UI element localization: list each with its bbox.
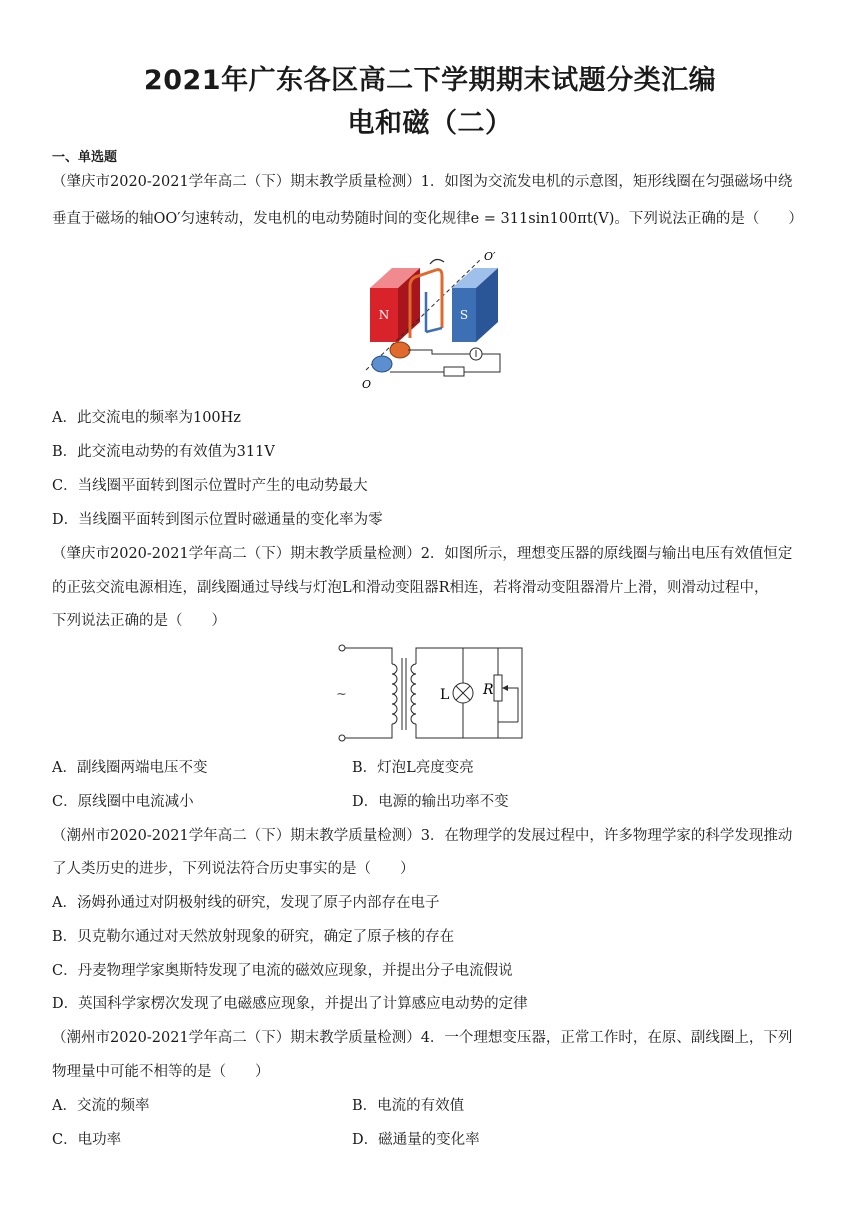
section-heading: 一、单选题 bbox=[52, 150, 118, 165]
question-3-option-c: C．丹麦物理学家奥斯特发现了电流的磁效应现象，并提出分子电流假说 bbox=[52, 963, 513, 979]
question-4-option-d: D．磁通量的变化率 bbox=[352, 1132, 480, 1148]
question-4-option-a: A．交流的频率 bbox=[52, 1098, 150, 1114]
south-label: S bbox=[459, 308, 469, 322]
question-4-option-b: B．电流的有效值 bbox=[352, 1098, 465, 1114]
question-3-stem-line-2: 了人类历史的进步，下列说法符合历史事实的是（ ） bbox=[52, 861, 415, 877]
circuit-wire-top bbox=[408, 350, 470, 354]
slider-arrow-icon bbox=[502, 685, 508, 691]
question-2-option-a: A．副线圈两端电压不变 bbox=[52, 760, 208, 776]
axis-bottom-label: O bbox=[362, 378, 372, 391]
question-1-option-a: A．此交流电的频率为100Hz bbox=[52, 410, 241, 426]
terminal-bottom bbox=[339, 735, 345, 741]
question-2-stem-line-2: 的正弦交流电源相连，副线圈通过导线与灯泡L和滑动变阻器R相连，若将滑动变阻器滑片上滑，则滑动过程中， bbox=[52, 580, 769, 596]
question-3-stem-line-1: （潮州市2020-2021学年高二（下）期末教学质量检测）3．在物理学的发展过程中，许多物理学家的科学发现推动 bbox=[52, 828, 793, 844]
question-4-stem-line-1: （潮州市2020-2021学年高二（下）期末教学质量检测）4．一个理想变压器，正常工作时，在原、副线圈上，下列 bbox=[52, 1030, 793, 1046]
lamp-label: L bbox=[440, 687, 450, 703]
question-1-option-d: D．当线圈平面转到图示位置时磁通量的变化率为零 bbox=[52, 512, 383, 528]
secondary-coil bbox=[411, 664, 416, 724]
coil-back-side bbox=[426, 292, 442, 332]
ac-source-label: ~ bbox=[336, 687, 347, 702]
slip-ring-1 bbox=[390, 342, 410, 358]
question-1-stem-line-2: 垂直于磁场的轴OO′匀速转动，发电机的电动势随时间的变化规律e = 311sin100πt(V)。下列说法正确的是（ ） bbox=[52, 211, 803, 227]
question-2-stem-line-3: 下列说法正确的是（ ） bbox=[52, 613, 226, 629]
question-3-option-a: A．汤姆孙通过对阴极射线的研究，发现了原子内部存在电子 bbox=[52, 895, 440, 911]
circuit-wire-right bbox=[464, 354, 500, 372]
question-3-option-d: D．英国科学家楞次发现了电磁感应现象，并提出了计算感应电动势的定律 bbox=[52, 996, 528, 1012]
rheostat-icon bbox=[494, 675, 502, 701]
transformer-circuit-diagram bbox=[332, 642, 532, 746]
question-1-stem-line-1: （肇庆市2020-2021学年高二（下）期末教学质量检测）1．如图为交流发电机的示意图，矩形线圈在匀强磁场中绕 bbox=[52, 174, 793, 190]
question-2-option-b: B．灯泡L亮度变亮 bbox=[352, 760, 474, 776]
terminal-top bbox=[339, 645, 345, 651]
resistor-label: R bbox=[483, 682, 494, 698]
question-1-option-b: B．此交流电动势的有效值为311V bbox=[52, 444, 275, 460]
document-subtitle: 电和磁（二） bbox=[347, 108, 513, 139]
document-title: 2021年广东各区高二下学期期末试题分类汇编 bbox=[143, 65, 717, 96]
generator-diagram bbox=[352, 246, 512, 396]
question-2-stem-line-1: （肇庆市2020-2021学年高二（下）期末教学质量检测）2．如图所示，理想变压器的原线圈与输出电压有效值恒定 bbox=[52, 546, 793, 562]
primary-wire-bottom bbox=[345, 724, 392, 738]
primary-wire-top bbox=[345, 648, 392, 664]
question-2-option-c: C．原线圈中电流减小 bbox=[52, 794, 194, 810]
question-4-stem-line-2: 物理量中可能不相等的是（ ） bbox=[52, 1064, 270, 1080]
rotation-arrow-icon bbox=[430, 259, 444, 264]
question-1-option-c: C．当线圈平面转到图示位置时产生的电动势最大 bbox=[52, 478, 368, 494]
slip-ring-2 bbox=[372, 356, 392, 372]
primary-coil bbox=[392, 664, 397, 724]
axis-top-label: O′ bbox=[484, 250, 496, 263]
north-label: N bbox=[378, 308, 390, 322]
slider-wire bbox=[504, 688, 518, 722]
question-3-option-b: B．贝克勒尔通过对天然放射现象的研究，确定了原子核的存在 bbox=[52, 929, 455, 945]
question-2-option-d: D．电源的输出功率不变 bbox=[352, 794, 509, 810]
question-4-option-c: C．电功率 bbox=[52, 1132, 122, 1148]
load-resistor bbox=[444, 367, 464, 376]
